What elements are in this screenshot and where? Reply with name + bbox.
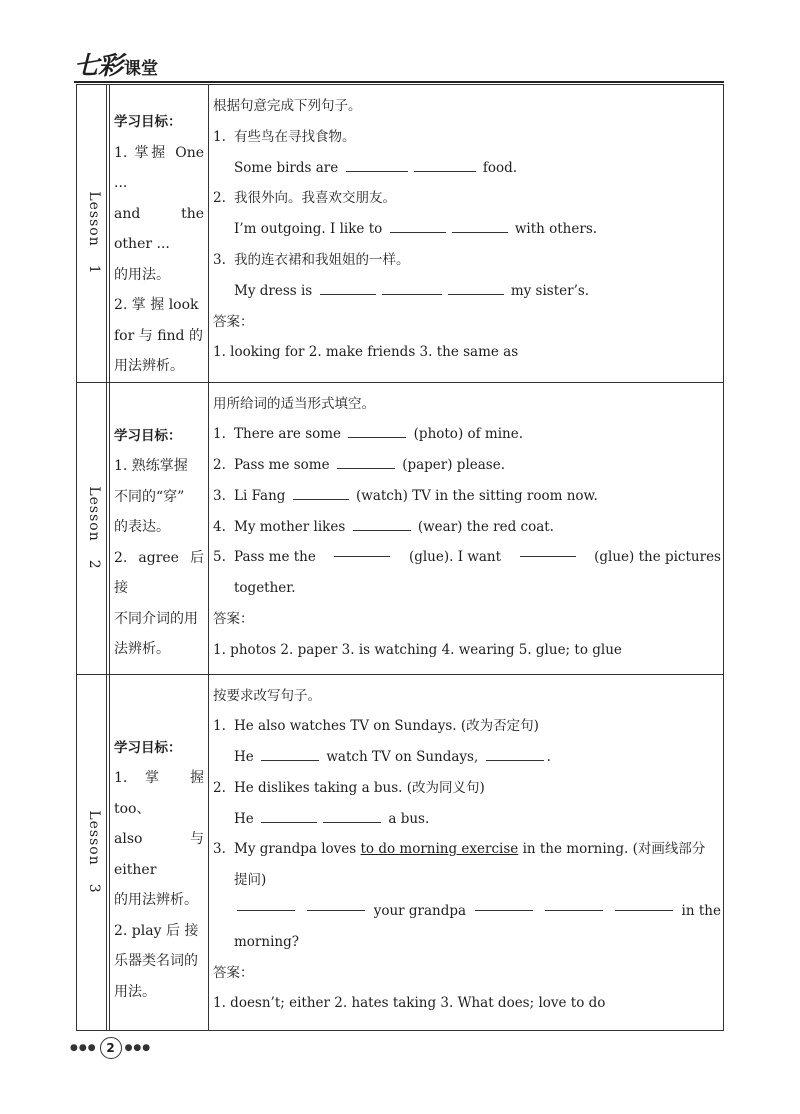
page-number: 2 xyxy=(100,1037,122,1059)
goal-cell xyxy=(107,85,209,383)
lesson-label-cell xyxy=(77,382,107,674)
lesson-label-cell xyxy=(77,85,107,383)
blank xyxy=(382,280,442,295)
goal-line: 不同介词的用 xyxy=(114,610,198,627)
dots-icon: ●●● xyxy=(70,1043,97,1053)
blank xyxy=(448,280,504,295)
blank xyxy=(452,218,508,233)
brand-logo xyxy=(74,48,158,82)
blank xyxy=(390,218,446,233)
goal-title: 学习目标： xyxy=(114,739,182,756)
blank xyxy=(615,896,673,911)
goal-title: 学习目标： xyxy=(114,427,182,444)
blank xyxy=(261,808,317,823)
logo-brand-text: 七彩 xyxy=(74,51,123,80)
blank xyxy=(320,280,376,295)
goal-cell xyxy=(107,674,209,1030)
question-cn: 有些鸟在寻找食物。 xyxy=(234,128,356,145)
answer-text: 1. doesn’t; either 2. hates taking 3. What does; love to do xyxy=(213,995,606,1012)
answer-label: 答案： xyxy=(213,964,254,981)
goal-line: 的用法。 xyxy=(114,266,170,283)
blank xyxy=(486,746,544,761)
instruction: 用所给词的适当形式填空。 xyxy=(213,395,375,412)
lesson-table xyxy=(76,84,724,1031)
blank xyxy=(353,516,411,531)
goal-line: 2. play 后 接 xyxy=(114,922,199,939)
instruction: 根据句意完成下列句子。 xyxy=(213,98,362,114)
blank xyxy=(545,896,603,911)
lesson-row-3 xyxy=(77,674,724,1030)
blank xyxy=(323,808,381,823)
question-cn: 我的连衣裙和我姐姐的一样。 xyxy=(234,251,410,268)
blank xyxy=(348,423,406,438)
instruction: 按要求改写句子。 xyxy=(213,687,321,704)
exercise-cell: 根据句意完成下列句子。 1. 有些鸟在寻找食物。 Some birds are food. 2. 我很外向。我喜欢交朋友。 I’m outgoing. I like to with others. 3. 我的连衣裙和我姐姐的一样。 My dress is my sister’s. 答案： 1. looking for 2. make friends 3. the same as xyxy=(209,85,724,383)
blank xyxy=(337,454,395,469)
goal-title: 学习目标： xyxy=(114,114,182,130)
answer-label: 答案： xyxy=(213,313,254,330)
logo-sub-text: 课堂 xyxy=(124,59,159,79)
goal-line: 用法辨析。 xyxy=(114,358,184,374)
lesson-label: Lesson3 xyxy=(86,810,102,894)
blank xyxy=(414,157,476,172)
question-cn: 我很外向。我喜欢交朋友。 xyxy=(234,190,396,207)
goal-cell xyxy=(107,382,209,674)
blank xyxy=(520,542,576,557)
goal-line: 1. 掌握 One ... xyxy=(114,144,204,191)
answer-text: 1. looking for 2. make friends 3. the same as xyxy=(213,344,519,361)
goal-line: 1. 掌 握 too、 xyxy=(114,770,204,817)
page-number-badge xyxy=(70,1037,151,1059)
goal-line: 2. 掌 握 look xyxy=(114,297,199,313)
blank xyxy=(346,157,408,172)
blank xyxy=(475,896,533,911)
goal-line: 用法。 xyxy=(114,983,156,1000)
exercise-cell: 用所给词的适当形式填空。 1. There are some (photo) of mine. 2. Pass me some (paper) please. 3. Li Fang (watch) TV in the sitting room now. 4. My mother likes (wear) the red coat. 5. Pass me the (glue). I want (glue) the pictures together. 答案： 1. photos 2. paper 3. is watching 4. wearing 5. glue; to glue xyxy=(209,382,724,674)
blank xyxy=(293,485,349,500)
goal-line: also 与 either xyxy=(114,831,204,878)
answer-text: 1. photos 2. paper 3. is watching 4. wearing 5. glue; to glue xyxy=(213,641,622,658)
goal-line: 法辨析。 xyxy=(114,641,170,657)
lesson-label-cell xyxy=(77,674,107,1030)
lesson-row-1 xyxy=(77,85,724,383)
goal-line: 不同的“穿” xyxy=(114,488,185,505)
goal-line: 的用法辨析。 xyxy=(114,892,198,908)
exercise-cell: 按要求改写句子。 1. He also watches TV on Sundays. (改为否定句) He watch TV on Sundays, . 2. He dislikes taking a bus. (改为同义句) He a bus. 3. My grandpa loves to do morning exercise in the morning. (对画线部分 提问) your grandpa in the morning? 答案： 1. doesn’t; either 2. hates taking 3. What does; love to do xyxy=(209,674,724,1030)
goal-line: 1. 熟练掌握 xyxy=(114,458,188,474)
goal-line: for 与 find 的 xyxy=(114,327,203,344)
blank xyxy=(334,542,390,557)
goal-line: 2. agree 后接 xyxy=(114,549,204,596)
blank xyxy=(261,746,319,761)
header-rule xyxy=(74,81,724,83)
lesson-label: Lesson1 xyxy=(86,191,102,275)
dots-icon: ●●● xyxy=(124,1043,152,1053)
lesson-label: Lesson2 xyxy=(86,486,102,570)
goal-line: 乐器类名词的 xyxy=(114,953,198,969)
blank xyxy=(307,896,365,911)
blank xyxy=(237,896,295,911)
goal-line: and the other ... xyxy=(114,205,204,252)
lesson-row-2 xyxy=(77,382,724,674)
underlined-phrase: to do morning exercise xyxy=(360,841,519,858)
answer-label: 答案： xyxy=(213,611,254,628)
goal-line: 的表达。 xyxy=(114,519,170,535)
